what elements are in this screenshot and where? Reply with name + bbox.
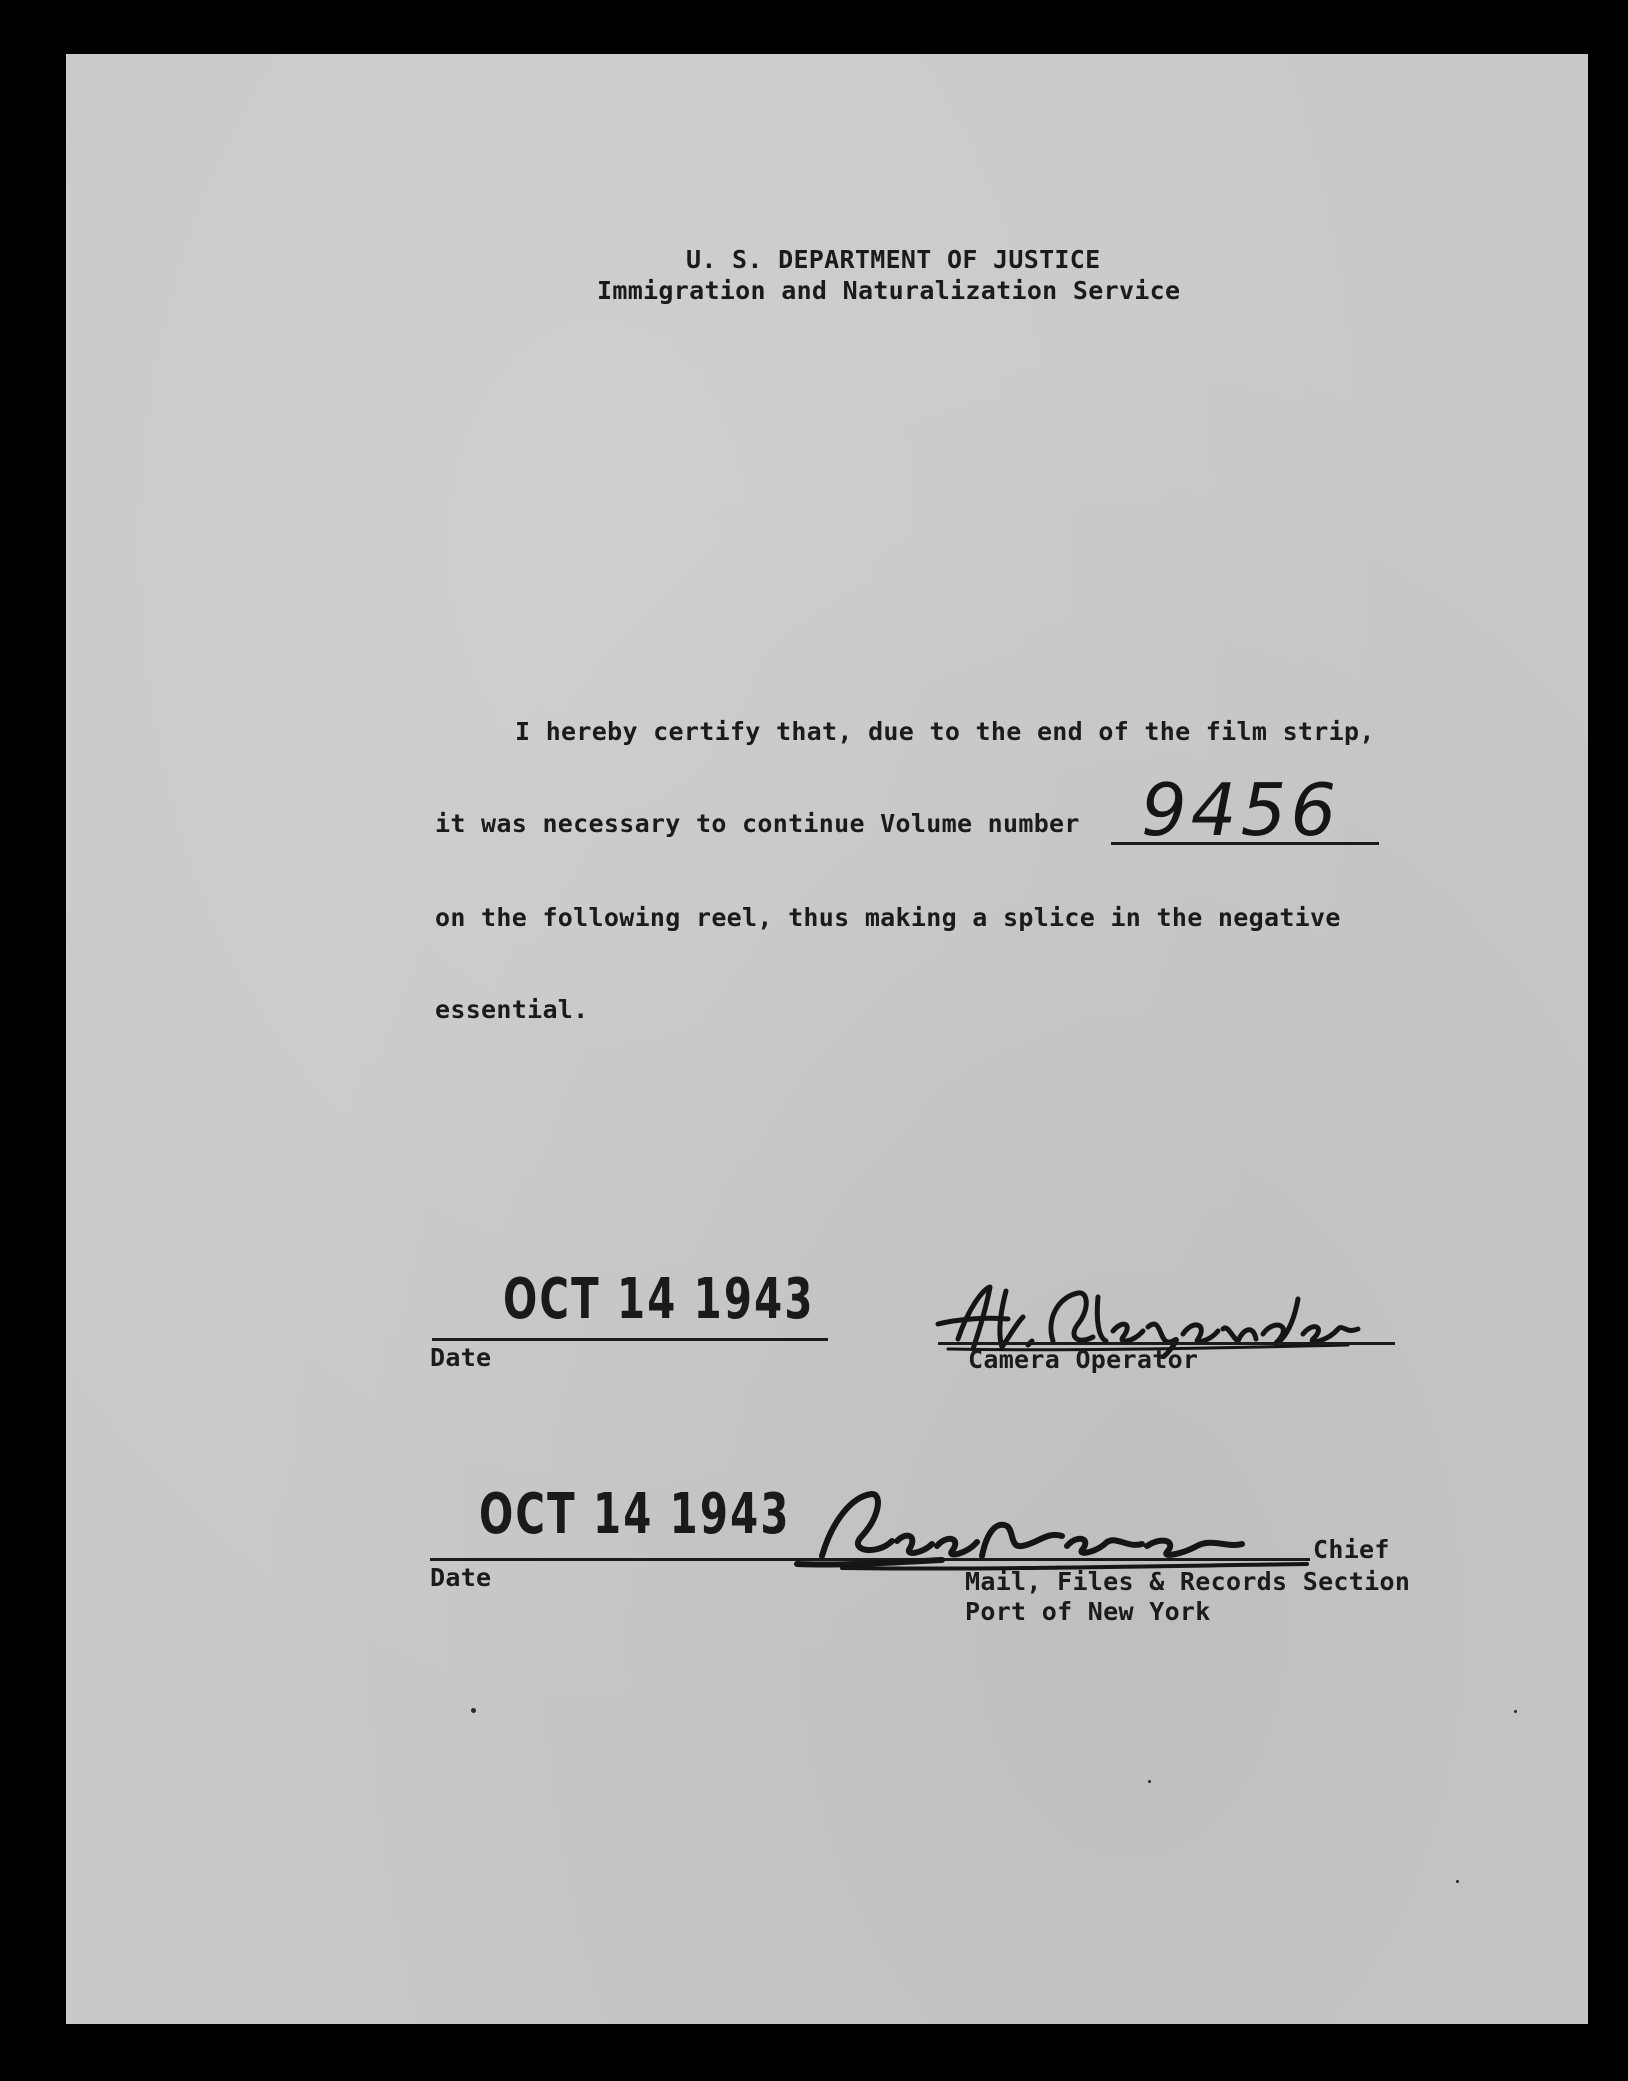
- certificate-line-2: it was necessary to continue Volume number: [435, 809, 1080, 838]
- certificate-line-3: on the following reel, thus making a splice in the negative: [435, 903, 1341, 932]
- chief-location-label: Port of New York: [965, 1597, 1211, 1626]
- chief-section-label: Mail, Files & Records Section: [965, 1567, 1411, 1596]
- operator-date-stamp: OCT 14 1943: [503, 1267, 815, 1332]
- document-page: [66, 54, 1588, 2024]
- paper-speck: [1456, 1880, 1459, 1883]
- operator-title-label: Camera Operator: [968, 1345, 1199, 1374]
- chief-date-label: Date: [430, 1563, 492, 1592]
- certificate-line-1: I hereby certify that, due to the end of the film strip,: [515, 717, 1375, 746]
- chief-date-stamp: OCT 14 1943: [479, 1482, 791, 1547]
- header-department: U. S. DEPARTMENT OF JUSTICE: [686, 245, 1101, 274]
- operator-date-line: [432, 1338, 828, 1341]
- certificate-line-4: essential.: [435, 995, 589, 1024]
- volume-number-handwritten: 9456: [1141, 768, 1341, 852]
- header-service: Immigration and Naturalization Service: [597, 276, 1181, 305]
- operator-date-label: Date: [430, 1343, 492, 1372]
- chief-title-label: Chief: [1313, 1535, 1390, 1564]
- paper-speck: [471, 1708, 476, 1713]
- paper-speck: [1148, 1780, 1151, 1783]
- paper-speck: [1514, 1710, 1517, 1713]
